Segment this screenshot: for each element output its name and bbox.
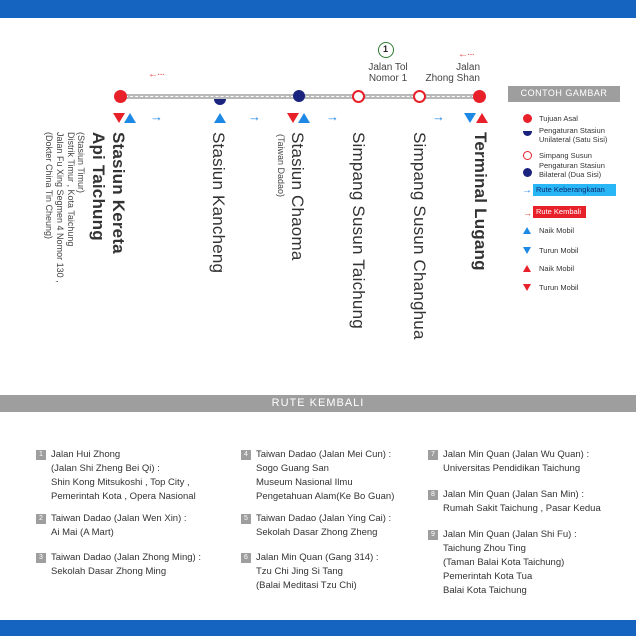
route-item-1-line: Shin Kong Mitsukoshi , Top City , (51, 477, 190, 488)
legend-label-alight-blue: Turun Mobil (539, 246, 579, 255)
destination-red-dot-icon (473, 90, 486, 103)
blue-arrow-icon: → (522, 185, 532, 196)
highway-badge-icon (378, 42, 394, 58)
station-kancheng-name: Stasiun Kancheng (209, 132, 228, 274)
station-simpang-taichung-name: Simpang Susun Taichung (349, 132, 368, 329)
blue-triangle-up-icon (214, 113, 226, 123)
route-item-3 (51, 551, 201, 579)
legend-title: CONTOH GAMBAR (520, 88, 608, 98)
red-triangle-up-icon (476, 113, 488, 123)
legend-label-alight-red: Turun Mobil (539, 283, 579, 292)
interchange-ring-icon (352, 90, 365, 103)
return-arrow-icon: ←··· (148, 69, 164, 80)
route-item-5 (256, 512, 391, 540)
return-arrow-icon: ←··· (458, 49, 474, 60)
blue-arrow-icon: → (248, 109, 261, 124)
station-chaoma-sub: (Taiwan Dadao) (276, 134, 286, 198)
route-num-3: 3 (36, 553, 46, 563)
highway-label-line1: Jalan Tol (368, 62, 408, 73)
route-item-3-line: Sekolah Dasar Zhong Ming (51, 566, 167, 577)
bilateral-station-icon (293, 90, 305, 102)
blue-triangle-down-icon (464, 113, 476, 123)
route-item-5-line: Sekolah Dasar Zhong Zheng (256, 527, 378, 538)
highway-label (366, 62, 410, 84)
station-taichung-name-line1: Stasiun Kereta (109, 132, 128, 254)
route-item-8-line: Jalan Min Quan (Jalan San Min) : (443, 489, 584, 500)
station-taichung-sub4: (Dokter China Tin Cheung) (44, 132, 54, 240)
unilateral-station-icon (214, 99, 226, 105)
route-num-8: 8 (428, 490, 438, 500)
route-item-1-line: Jalan Hui Zhong (51, 449, 121, 460)
route-item-4-line: Sogo Guang San (256, 463, 329, 474)
zhongshan-label (420, 62, 480, 84)
route-item-7-line: Universitas Pendidikan Taichung (443, 463, 581, 474)
route-item-9-line: Pemerintah Kota Tua (443, 571, 533, 582)
blue-triangle-up-icon (298, 113, 310, 123)
blue-triangle-up-icon (124, 113, 136, 123)
route-item-6-line: Tzu Chi Jing Si Tang (256, 566, 343, 577)
legend-label-board-red: Naik Mobil (539, 264, 575, 273)
bottom-banner (0, 620, 636, 636)
zhongshan-label-line2: Zhong Shan (425, 73, 480, 84)
route-item-1 (51, 448, 196, 504)
route-item-6-line: Jalan Min Quan (Gang 314) : (256, 552, 379, 563)
station-chaoma-name: Stasiun Chaoma (288, 132, 307, 261)
legend-label-interchange: Simpang Susun (539, 151, 592, 160)
blue-triangle-down-icon (523, 247, 531, 254)
route-item-9 (443, 528, 577, 598)
red-triangle-up-icon (523, 265, 531, 272)
blue-arrow-icon: → (432, 109, 445, 124)
blue-arrow-icon: → (150, 109, 163, 124)
legend-label-return: Rute Kembali (533, 206, 586, 218)
route-item-5-line: Taiwan Dadao (Jalan Ying Cai) : (256, 513, 392, 524)
route-item-9-line: (Taman Balai Kota Taichung) (443, 557, 565, 568)
highway-badge-number: 1 (382, 44, 388, 54)
route-item-2-line: Taiwan Dadao (Jalan Wen Xin) : (51, 513, 187, 524)
route-item-4-line: Taiwan Dadao (Jalan Mei Cun) : (256, 449, 392, 460)
route-num-9: 9 (428, 530, 438, 540)
legend-label-departure: Rute Keberangkatan (533, 184, 616, 196)
zhongshan-label-line1: Jalan (456, 62, 480, 73)
route-item-6-line: (Balai Meditasi Tzu Chi) (256, 580, 357, 591)
top-banner (0, 0, 636, 18)
return-route-title: RUTE KEMBALI (271, 397, 365, 409)
navy-dot-icon (523, 168, 532, 177)
navy-half-circle-icon (523, 131, 532, 136)
route-num-6: 6 (241, 553, 251, 563)
route-num-2: 2 (36, 514, 46, 524)
red-ring-icon (523, 151, 532, 160)
route-item-6 (256, 551, 379, 593)
route-item-2 (51, 512, 187, 540)
route-item-1-line: (Jalan Shi Zheng Bei Qi) : (51, 463, 160, 474)
legend-label-unilateral: Pengaturan Stasiun Unilateral (Satu Sisi) (539, 126, 608, 144)
legend-label-board-blue: Naik Mobil (539, 226, 575, 235)
route-item-9-line: Jalan Min Quan (Jalan Shi Fu) : (443, 529, 577, 540)
station-taichung-sub3: Jalan Fu Xing Segmen 4 Nomor 130 , (55, 132, 65, 283)
blue-arrow-icon: → (326, 109, 339, 124)
route-item-4-line: Museum Nasional Ilmu (256, 477, 353, 488)
route-item-9-line: Balai Kota Taichung (443, 585, 527, 596)
route-item-3-line: Taiwan Dadao (Jalan Zhong Ming) : (51, 552, 201, 563)
station-taichung-name-line2: Api Taichung (89, 132, 108, 241)
origin-red-dot-icon (114, 90, 127, 103)
route-num-5: 5 (241, 514, 251, 524)
interchange-ring-icon (413, 90, 426, 103)
route-item-8 (443, 488, 601, 516)
route-item-7-line: Jalan Min Quan (Jalan Wu Quan) : (443, 449, 590, 460)
route-num-4: 4 (241, 450, 251, 460)
red-triangle-down-icon (523, 284, 531, 291)
station-lugang-name: Terminal Lugang (471, 132, 490, 271)
route-item-1-line: Pemerintah Kota , Opera Nasional (51, 491, 196, 502)
legend-label-origin: Tujuan Asal (539, 114, 578, 123)
route-item-4 (256, 448, 394, 504)
station-taichung-sub2: Distrik Timur , Kota Taichung (66, 132, 76, 247)
red-arrow-icon: → (523, 208, 531, 218)
route-item-4-line: Pengetahuan Alam(Ke Bo Guan) (256, 491, 395, 502)
route-item-7 (443, 448, 589, 476)
route-num-7: 7 (428, 450, 438, 460)
route-num-1: 1 (36, 450, 46, 460)
route-item-8-line: Rumah Sakit Taichung , Pasar Kedua (443, 503, 601, 514)
route-item-9-line: Taichung Zhou Ting (443, 543, 526, 554)
highway-label-line2: Nomor 1 (368, 73, 408, 84)
blue-triangle-up-icon (523, 227, 531, 234)
station-simpang-changhua-name: Simpang Susun Changhua (410, 132, 429, 340)
route-item-2-line: Ai Mai (A Mart) (51, 527, 114, 538)
legend-label-bilateral: Pengaturan Stasiun Bilateral (Dua Sisi) (539, 161, 605, 179)
red-dot-icon (523, 114, 532, 123)
station-taichung-sub1: (Stasiun Timur) (76, 132, 86, 194)
